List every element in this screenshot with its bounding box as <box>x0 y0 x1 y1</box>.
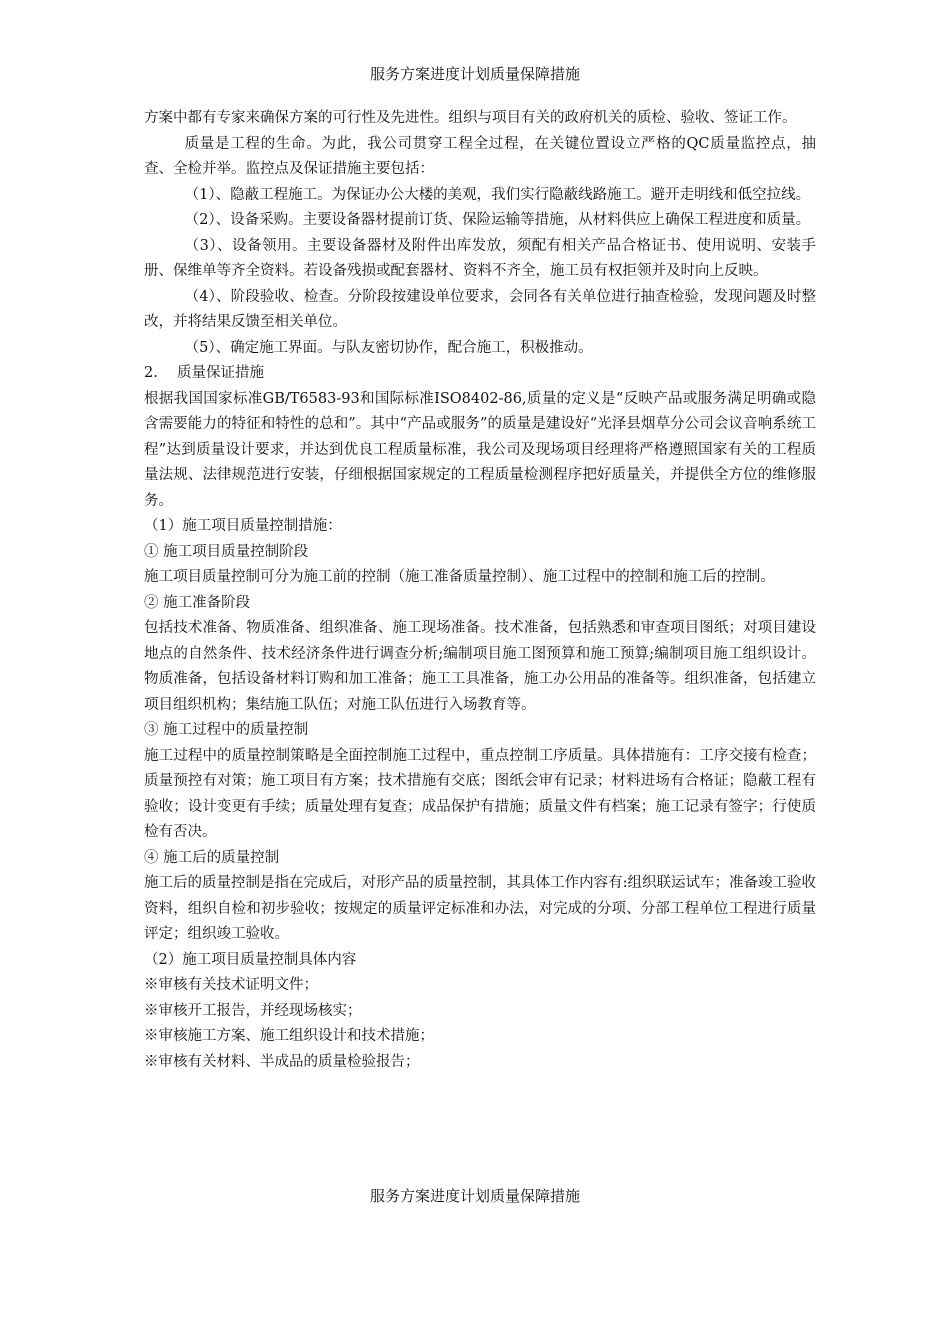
subheading-in-process: ③ 施工过程中的质量控制 <box>144 722 309 738</box>
subheading-control-measures: （1）施工项目质量控制措施： <box>144 518 342 534</box>
subheading-preparation: ② 施工准备阶段 <box>144 594 251 611</box>
list-item-review-1: ※审核有关技术证明文件； <box>144 977 318 993</box>
paragraph-standard-definition: 根据我国国家标准GB/T6583-93和国际标准ISO8402-86,质量的定义是“反映产品或服务满足明确或隐含需要能力的特征和特性的总和”。其中“产品或服务”的质量是建设好“光泽县烟草分公司会议音响系统工程”达到质量设计要求，并达到优良工程质量标准，我公司及现场项目经理将严格遵照国家有关的工程质量法规、法律规范进行安装，仔细根据国家规定的工程质量检测程序把好质量关，并提供全方位的维修服务。 <box>144 390 816 509</box>
subheading-control-stages: ① 施工项目质量控制阶段 <box>144 543 309 560</box>
paragraph-item-1: （1）、隐蔽工程施工。为保证办公大楼的美观，我们实行隐蔽线路施工。避开走明线和低空拉线。 <box>184 186 811 203</box>
paragraph-item-2: （2）、设备采购。主要设备器材提前订货、保险运输等措施，从材料供应上确保工程进度和质量。 <box>184 212 811 228</box>
subheading-post-construction: ④ 施工后的质量控制 <box>144 849 280 866</box>
list-item-review-3: ※审核施工方案、施工组织设计和技术措施； <box>144 1028 434 1044</box>
list-item-review-2: ※审核开工报告，并经现场核实； <box>144 1002 362 1019</box>
paragraph-item-5: （5）、确定施工界面。与队友密切协作，配合施工，积极推动。 <box>184 339 593 356</box>
subheading-control-content: （2）施工项目质量控制具体内容 <box>144 951 357 968</box>
paragraph-item-4: （4）、阶段验收、检查。分阶段按建设单位要求，会同各有关单位进行抽查检验，发现问题及时整改，并将结果反馈至相关单位。 <box>144 288 816 330</box>
document-body <box>144 106 816 1075</box>
paragraph-preparation: 包括技术准备、物质准备、组织准备、施工现场准备。技术准备，包括熟悉和审查项目图纸；对项目建设地点的自然条件、技术经济条件进行调查分析;编制项目施工图预算和施工预算;编制项目施工组织设计。物质准备，包括设备材料订购和加工准备；施工工具准备，施工办公用品的准备等。组织准备，包括建立项目组织机构；集结施工队伍；对施工队伍进行入场教育等。 <box>144 620 816 713</box>
paragraph-control-stages: 施工项目质量控制可分为施工前的控制（施工准备质量控制）、施工过程中的控制和施工后的控制。 <box>144 569 775 585</box>
list-item-review-4: ※审核有关材料、半成品的质量检验报告； <box>144 1053 420 1070</box>
paragraph-quality-intro: 质量是工程的生命。为此，我公司贯穿工程全过程，在关键位置设立严格的QC质量监控点，抽查、全检并举。监控点及保证措施主要包括： <box>144 135 816 177</box>
page-footer: 服务方案进度计划质量保障措施 <box>369 1187 580 1205</box>
paragraph-continuation: 方案中都有专家来确保方案的可行性及先进性。组织与项目有关的政府机关的质检、验收、签证工作。 <box>144 110 797 126</box>
paragraph-in-process: 施工过程中的质量控制策略是全面控制施工过程中，重点控制工序质量。具体措施有：工序交接有检查；质量预控有对策；施工项目有方案；技术措施有交底；图纸会审有记录；材料进场有合格证；隐蔽工程有验收；设计变更有手续；质量处理有复查；成品保护有措施；质量文件有档案；施工记录有签字；行使质检有否决。 <box>144 747 816 840</box>
section-heading-2: 2. 质量保证措施 <box>144 365 264 381</box>
paragraph-post-construction: 施工后的质量控制是指在完成后，对形产品的质量控制，其具体工作内容有:组织联运试车；准备竣工验收资料，组织自检和初步验收；按规定的质量评定标准和办法，对完成的分项、分部工程单位工程进行质量评定；组织竣工验收。 <box>144 875 816 942</box>
paragraph-item-3: （3）、设备领用。主要设备器材及附件出库发放，须配有相关产品合格证书、使用说明、安装手册、保维单等齐全资料。若设备残损或配套器材、资料不齐全，施工员有权拒领并及时向上反映。 <box>144 237 816 279</box>
page-header: 服务方案进度计划质量保障措施 <box>369 65 580 83</box>
